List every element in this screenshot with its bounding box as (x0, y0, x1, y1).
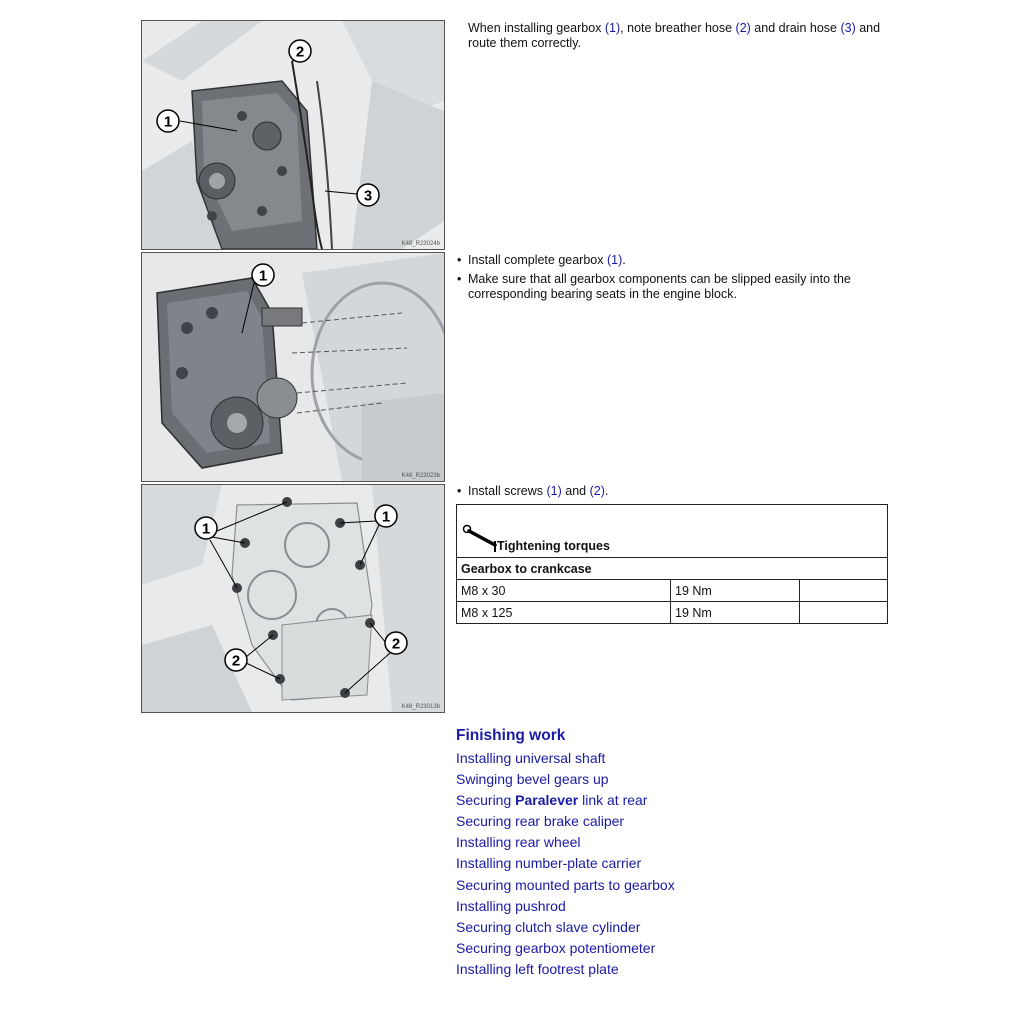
torque-extra (800, 580, 888, 602)
figure-install-gearbox-drawing (142, 253, 444, 481)
torque-extra (800, 602, 888, 624)
torque-table (456, 504, 888, 624)
svg-text:1: 1 (163, 113, 173, 131)
link-installing-universal-shaft[interactable]: Installing universal shaft (456, 750, 606, 766)
torque-size: M8 x 30 (457, 580, 671, 602)
step3-bullet-install-screws: • Install screws (1) and (2). (457, 484, 609, 498)
link-securing-paralever-link[interactable]: Securing Paralever link at rear (456, 792, 648, 809)
step2-bullet-install-gearbox: • Install complete gearbox (1). (457, 253, 626, 267)
link-securing-mounted-parts[interactable]: Securing mounted parts to gearbox (456, 876, 675, 893)
link-installing-number-plate-carrier[interactable]: Installing number-plate carrier (456, 855, 642, 872)
link-screws-2[interactable]: (2) (589, 484, 605, 498)
figure-install-screws-drawing (142, 485, 444, 712)
figure-gearbox-hoses-drawing (142, 21, 444, 249)
callout-2 (289, 40, 311, 62)
step1-instruction: When installing gearbox (1), note breather hose (2) and drain hose (3) and route them correctly. (468, 21, 881, 50)
link-securing-clutch-slave-cylinder[interactable]: Securing clutch slave cylinder (456, 918, 641, 935)
figure-gearbox-hoses (141, 20, 445, 250)
torque-size: M8 x 125 (457, 602, 671, 624)
svg-text:2: 2 (295, 43, 305, 61)
svg-text:1: 1 (258, 267, 268, 285)
link-swinging-bevel-gears-up[interactable]: Swinging bevel gears up (456, 771, 609, 788)
svg-text:1: 1 (201, 520, 211, 538)
torque-table-subheader: Gearbox to crankcase (457, 558, 888, 580)
svg-text:2: 2 (231, 652, 241, 670)
torque-wrench-icon (461, 523, 501, 553)
link-screws-1[interactable]: (1) (546, 484, 562, 498)
torque-table-header: Tightening torques (457, 505, 888, 558)
figure-install-gearbox (141, 252, 445, 482)
table-row (457, 602, 888, 624)
figure-install-screws (141, 484, 445, 713)
svg-text:1: 1 (381, 508, 391, 526)
figure-code: K48_R23024b (401, 241, 440, 247)
link-installing-pushrod[interactable]: Installing pushrod (456, 897, 566, 914)
torque-value: 19 Nm (671, 602, 800, 624)
link-gearbox[interactable]: (1) (606, 253, 623, 267)
link-drain-hose[interactable]: (3) (840, 21, 856, 35)
step2-bullet-bearing-seats: • Make sure that all gearbox components can be slipped easily into the corresponding bearing seats in the engine block. (457, 272, 851, 301)
link-installing-rear-wheel[interactable]: Installing rear wheel (456, 834, 581, 851)
link-gearbox[interactable]: (1) (604, 21, 621, 35)
table-row (457, 580, 888, 602)
figure-code: K48_R23023b (401, 473, 440, 479)
link-securing-rear-brake-caliper[interactable]: Securing rear brake caliper (456, 813, 625, 830)
torque-value: 19 Nm (671, 580, 800, 602)
link-securing-gearbox-potentiometer[interactable]: Securing gearbox potentiometer (456, 939, 656, 956)
svg-text:2: 2 (391, 635, 401, 653)
link-breather-hose[interactable]: (2) (735, 21, 751, 35)
finishing-work-list (456, 750, 675, 982)
link-installing-left-footrest-plate[interactable]: Installing left footrest plate (456, 960, 619, 977)
finishing-work-heading: Finishing work (456, 727, 566, 744)
figure-code: K48_R23013b (401, 704, 440, 710)
svg-text:3: 3 (363, 187, 373, 205)
